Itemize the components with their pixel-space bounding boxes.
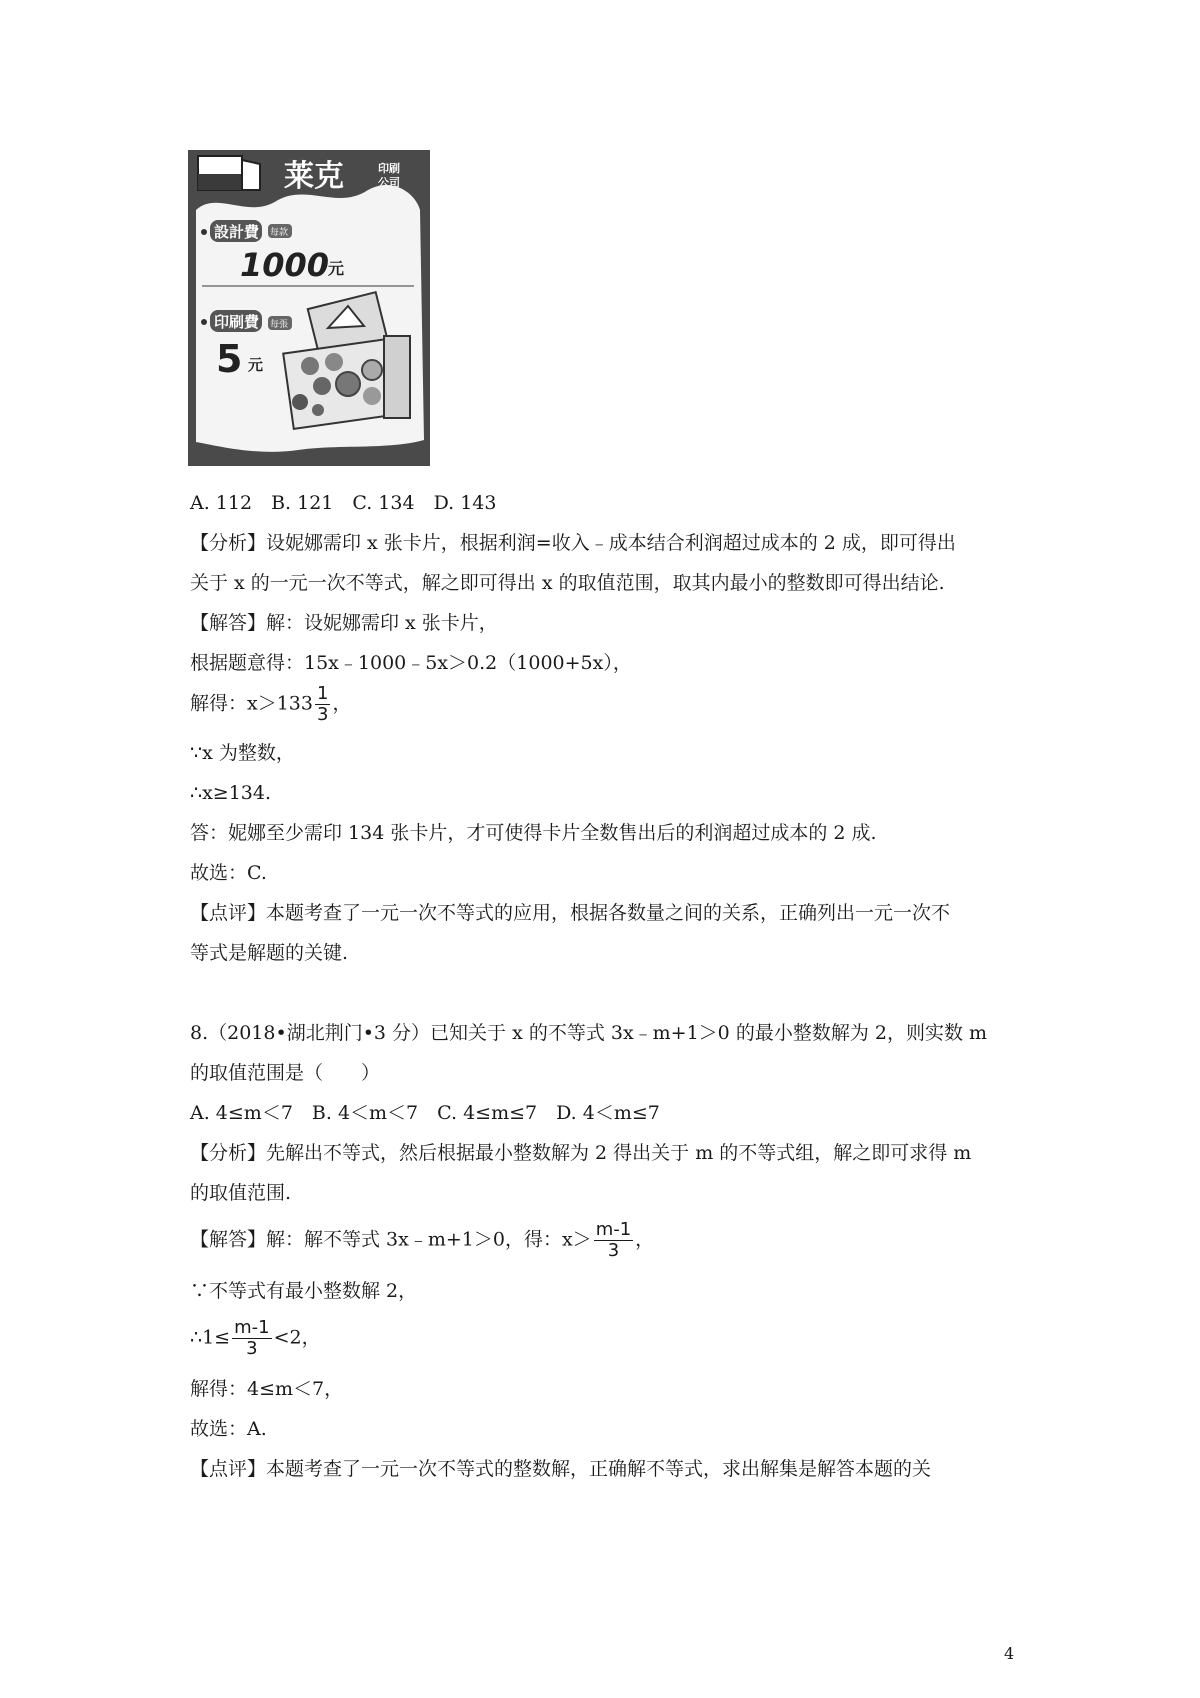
q7-equation: 根据题意得：15x﹣1000﹣5x＞0.2（1000+5x），: [190, 652, 632, 674]
q8-analysis-cont: 的取值范围.: [190, 1182, 292, 1204]
q8-stem-cont: 的取值范围是（ ）: [190, 1062, 381, 1084]
q8-stem: 8.（2018•湖北荆门•3 分）已知关于 x 的不等式 3x﹣m+1＞0 的最小整数解为 2，则实数 m: [190, 1022, 987, 1044]
print-fee-label: 印刷費: [214, 313, 260, 331]
q8-therefore-suffix: <2，: [273, 1326, 321, 1349]
q8-solution-numerator: m-1: [595, 1219, 632, 1240]
q8-because: ∵不等式有最小整数解 2，: [190, 1280, 418, 1302]
q8-analysis: 【分析】先解出不等式，然后根据最小整数解为 2 得出关于 m 的不等式组，解之即可求得 m: [190, 1142, 972, 1164]
q7-fraction: [315, 684, 330, 725]
q8-solution-suffix: ，: [635, 1228, 655, 1251]
print-fee-currency: 元: [248, 356, 264, 374]
q8-solution: [190, 1220, 654, 1261]
q8-choice: 故选：A.: [190, 1418, 267, 1440]
q7-solve-result: [190, 684, 351, 725]
q7-solve-suffix: ，: [332, 692, 352, 715]
q7-therefore: ∴x≥134.: [190, 782, 272, 804]
q8-therefore-denominator: 3: [246, 1338, 258, 1359]
company-sub-2: 公司: [378, 176, 400, 189]
design-fee-currency: 元: [328, 259, 345, 278]
q7-fraction-numerator: 1: [316, 683, 329, 704]
q7-choice: 故选：C.: [190, 862, 267, 884]
q7-options: A. 112 B. 121 C. 134 D. 143: [190, 492, 497, 514]
q8-solution-denominator: 3: [607, 1240, 620, 1261]
q7-analysis: 【分析】设妮娜需印 x 张卡片，根据利润=收入﹣成本结合利润超过成本的 2 成，即可得出: [190, 532, 956, 554]
q7-comment-cont: 等式是解题的关键.: [190, 942, 349, 964]
company-name: 莱克: [284, 159, 344, 194]
q7-comment: 【点评】本题考查了一元一次不等式的应用，根据各数量之间的关系，正确列出一元一次不: [190, 902, 951, 924]
design-fee-label: 設計費: [214, 223, 260, 241]
q7-solve-prefix: 解得：x＞133: [190, 692, 313, 715]
q8-options: A. 4≤m＜7 B. 4＜m＜7 C. 4≤m≤7 D. 4＜m≤7: [190, 1102, 660, 1124]
q7-because: ∵x 为整数，: [190, 742, 295, 764]
q7-fraction-denominator: 3: [316, 704, 329, 725]
q8-therefore-numerator: m-1: [234, 1317, 270, 1338]
q8-comment: 【点评】本题考查了一元一次不等式的整数解，正确解不等式，求出解集是解答本题的关: [190, 1458, 932, 1480]
q8-solution-prefix: 【解答】解：解不等式 3x﹣m+1＞0，得：x＞: [190, 1228, 592, 1251]
company-sub-1: 印刷: [378, 162, 400, 175]
q8-therefore-fraction: [232, 1318, 271, 1359]
q8-therefore-prefix: ∴1≤: [190, 1326, 231, 1349]
print-fee-amount: 5: [216, 337, 243, 381]
print-shop-poster: [188, 150, 430, 466]
print-fee-unit: 每張: [270, 320, 289, 330]
q7-analysis-cont: 关于 x 的一元一次不等式，解之即可得出 x 的取值范围，取其内最小的整数即可得出结论.: [190, 572, 945, 594]
q7-solution: 【解答】解：设妮娜需印 x 张卡片，: [190, 612, 498, 634]
q8-solution-fraction: [594, 1220, 633, 1261]
q8-result: 解得：4≤m＜7，: [190, 1378, 344, 1400]
design-fee-unit: 每款: [270, 228, 289, 238]
design-fee-amount: 1000: [240, 246, 330, 284]
page-number: 4: [1004, 1644, 1015, 1663]
q7-answer: 答：妮娜至少需印 134 张卡片，才可使得卡片全数售出后的利润超过成本的 2 成.: [190, 822, 877, 844]
q8-therefore: [190, 1318, 321, 1359]
